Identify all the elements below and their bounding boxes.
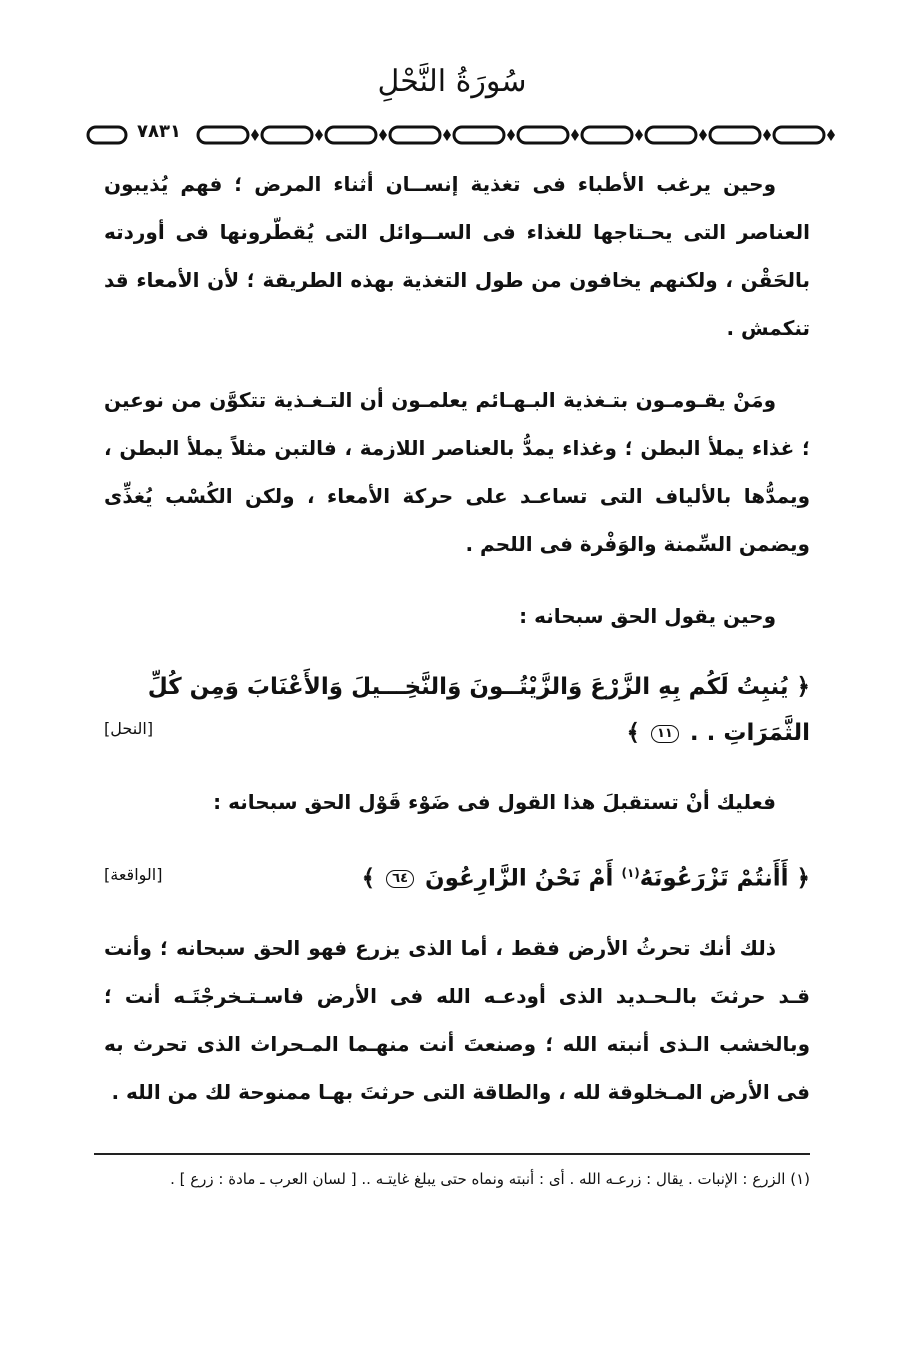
verse-text-part-2: أَمْ نَحْنُ الزَّارِعُونَ — [425, 865, 614, 892]
footnote-marker: (١) — [621, 866, 640, 880]
verse-text-line-2: الثَّمَرَاتِ . . — [689, 720, 810, 746]
paragraph-3: وحين يقول الحق سبحانه : — [519, 604, 776, 628]
quran-verse-nahl — [104, 664, 810, 756]
verse-number: ٦٤ — [386, 870, 414, 888]
footnote-divider — [94, 1153, 810, 1155]
verse-text-part-1: أَأَنتُمْ تَزْرَعُونَهُ — [639, 865, 789, 892]
paragraph-closing: ذلك أنك تحرثُ الأرض فقط ، أما الذى يزرع فهو الحق سبحانه ؛ وأنت قـد حرثتَ بالـحـديد الذى أودعـه الله فى الأرض فاسـتـخرجْتَـه أنت ؛ وبالخشب الـذى أنبته الله ؛ وصنعتَ أنت منهـما المـحراث الذى تحرث به فى الأرض المـخلوقة لله ، والطاقة التى حرثتَ بهـا ممنوحة لك من الله . — [104, 935, 810, 1104]
footnote: (١) الزرع : الإنبات . يقال : زرعـه الله . أى : أنبته ونماه حتى يبلغ غايتـه .. [ لسان العرب ـ مادة : زرع ] . — [170, 1170, 810, 1188]
surah-title: سُورَةُ النَّحْلِ — [377, 64, 527, 99]
verse-number: ١١ — [651, 725, 679, 743]
surah-reference: [الواقعة] — [104, 864, 163, 884]
verse-line-2 — [104, 710, 810, 756]
verse-open-bracket: ﴿ — [796, 864, 810, 892]
paragraph-1: وحين يرغب الأطباء فى تغذية إنســان أثناء المرض ؛ فهم يُذيبون العناصر التى يحـتاجها للغذاء فى الســوائل التى يُقطّرونها فى أوردته بالحَقْن ، ولكنهم يخافون من طول التغذية بهذه الطريقة ؛ لأن الأمعاء قد تنكمش . — [104, 172, 810, 340]
verse-line-1 — [104, 664, 810, 710]
surah-reference: [النحل] — [104, 719, 154, 738]
ornamental-header-rule — [86, 118, 844, 152]
verse-open-bracket: ﴿ — [796, 673, 810, 700]
verse-close-bracket: ﴾ — [361, 864, 376, 892]
verse-text-line-1: يُنبِتُ لَكُم بِهِ الزَّرْعَ وَالزَّيْتُــونَ وَالنَّخِـــيلَ وَالأَعْنَابَ وَمِن كُلِّ — [147, 674, 789, 700]
page-number: ٧٨٣١ — [128, 117, 190, 147]
quran-verse-waqiah — [104, 850, 810, 902]
main-text — [104, 160, 810, 1140]
paragraph-2: ومَنْ يقـومـون بتـغذية البـهـائم يعلمـون أن التـغـذية تتكوَّن من نوعين ؛ غذاء يملأ البطن ؛ وغذاء يمدُّ بالعناصر اللازمة ، فالتبن مثلاً يملأ البطن ، ويمدُّها بالألياف التى تساعـد على حركة الأمعاء ، ولكن الكُسْب يُغذِّى ويضمن السِّمنة والوَفْرة فى اللحم . — [104, 388, 810, 556]
paragraph-transition: فعليك أنْ تستقبلَ هذا القول فى ضَوْء قَوْل الحق سبحانه : — [213, 790, 776, 814]
verse-close-bracket: ﴾ — [626, 719, 640, 746]
